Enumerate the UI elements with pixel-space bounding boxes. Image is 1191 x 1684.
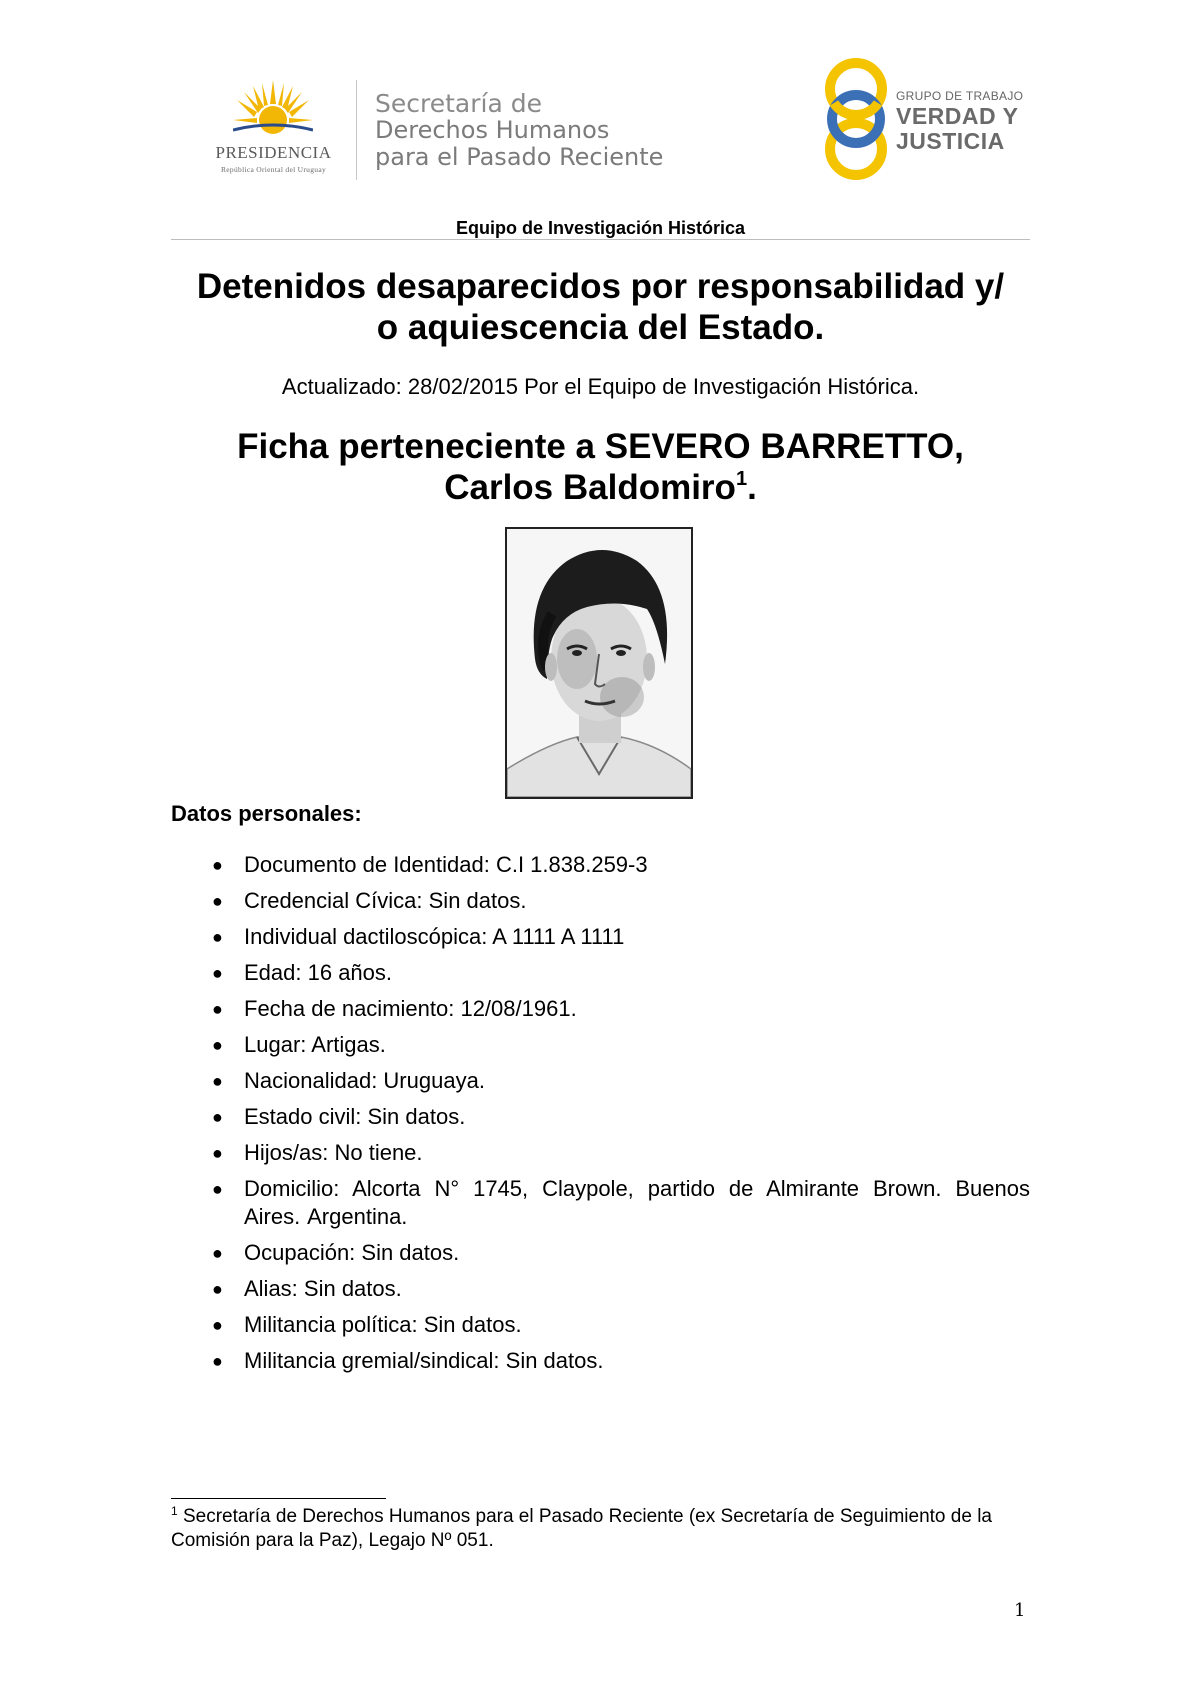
list-item	[171, 995, 1030, 1023]
verdad-label: VERDAD Y	[896, 103, 1019, 129]
presidencia-name: PRESIDENCIA	[215, 143, 332, 162]
secretaria-line-2: Derechos Humanos	[375, 116, 610, 144]
personal-data-nationality: Nacionalidad: Uruguaya.	[244, 1068, 485, 1093]
list-item	[171, 1031, 1030, 1059]
list-item	[171, 1239, 1030, 1267]
bullet-icon: ●	[212, 963, 223, 983]
list-item	[171, 1175, 1030, 1231]
secretaria-line-3: para el Pasado Reciente	[375, 143, 664, 171]
list-item	[171, 887, 1030, 915]
personal-data-civic-credential: Credencial Cívica: Sin datos.	[244, 888, 527, 913]
footnote-separator	[171, 1498, 386, 1499]
interlocked-rings-icon	[824, 56, 894, 182]
bullet-icon: ●	[212, 1071, 223, 1091]
bullet-icon: ●	[212, 1179, 223, 1199]
list-item	[171, 1347, 1030, 1375]
justicia-label: JUSTICIA	[896, 128, 1005, 154]
personal-data-address: Domicilio: Alcorta N° 1745, Claypole, partido de Almirante Brown. Buenos Aires. Argentina.	[244, 1176, 1030, 1229]
bullet-icon: ●	[212, 1315, 223, 1335]
bullet-icon: ●	[212, 891, 223, 911]
list-item	[171, 959, 1030, 987]
bullet-icon: ●	[212, 927, 223, 947]
portrait-photo	[505, 527, 693, 799]
presidencia-subtitle: República Oriental del Uruguay	[220, 165, 326, 174]
ficha-title-line-2	[171, 467, 1030, 508]
header-divider	[356, 80, 357, 180]
footnote-reference[interactable]: 1	[735, 468, 748, 490]
bullet-icon: ●	[212, 1243, 223, 1263]
personal-data-occupation: Ocupación: Sin datos.	[244, 1240, 460, 1265]
bullet-icon: ●	[212, 1143, 223, 1163]
secretaria-logo-text	[375, 90, 715, 171]
bullet-icon: ●	[212, 855, 223, 875]
bullet-icon: ●	[212, 1351, 223, 1371]
footnote-mark: 1	[171, 1504, 178, 1518]
grupo-trabajo-logo	[824, 56, 1024, 182]
list-item	[171, 1103, 1030, 1131]
personal-data-children: Hijos/as: No tiene.	[244, 1140, 423, 1165]
personal-data-heading: Datos personales:	[171, 801, 362, 826]
personal-data-list	[171, 851, 1030, 1383]
ficha-title-line-1: Ficha perteneciente a SEVERO BARRETTO,	[237, 427, 964, 466]
list-item	[171, 851, 1030, 879]
portrait-image	[507, 529, 691, 797]
sun-emblem-icon	[233, 80, 313, 136]
bullet-icon: ●	[212, 1035, 223, 1055]
ficha-title-period: .	[747, 468, 757, 507]
footnote	[171, 1505, 1030, 1553]
grupo-trabajo-label: GRUPO DE TRABAJO	[896, 89, 1024, 103]
document-title-line-2: o aquiescencia del Estado.	[376, 308, 825, 347]
ficha-title	[171, 426, 1030, 508]
personal-data-age: Edad: 16 años.	[244, 960, 393, 985]
personal-data-identity-document: Documento de Identidad: C.I 1.838.259-3	[244, 852, 648, 877]
bullet-icon: ●	[212, 1279, 223, 1299]
personal-data-alias: Alias: Sin datos.	[244, 1276, 402, 1301]
personal-data-fingerprint: Individual dactiloscópica: A 1111 A 1111	[244, 924, 625, 949]
list-item	[171, 1311, 1030, 1339]
personal-data-birthplace: Lugar: Artigas.	[244, 1032, 386, 1057]
personal-data-marital-status: Estado civil: Sin datos.	[244, 1104, 466, 1129]
bullet-icon: ●	[212, 1107, 223, 1127]
secretaria-line-1: Secretaría de	[375, 89, 542, 118]
page-number: 1	[1014, 1600, 1026, 1621]
document-title	[171, 266, 1030, 348]
document-title-line-1: Detenidos desaparecidos por responsabilidad y/	[196, 267, 1005, 306]
ficha-person-name: Carlos Baldomiro	[444, 468, 736, 507]
bullet-icon: ●	[212, 999, 223, 1019]
updated-note: Actualizado: 28/02/2015 Por el Equipo de Investigación Histórica.	[281, 374, 920, 399]
presidencia-logo	[196, 80, 351, 180]
team-heading: Equipo de Investigación Histórica	[455, 218, 746, 238]
header-rule	[171, 239, 1030, 240]
list-item	[171, 923, 1030, 951]
list-item	[171, 1067, 1030, 1095]
personal-data-political-militancy: Militancia política: Sin datos.	[244, 1312, 522, 1337]
list-item	[171, 1275, 1030, 1303]
personal-data-birth-date: Fecha de nacimiento: 12/08/1961.	[244, 996, 577, 1021]
personal-data-union-militancy: Militancia gremial/sindical: Sin datos.	[244, 1348, 604, 1373]
list-item	[171, 1139, 1030, 1167]
footnote-text: Secretaría de Derechos Humanos para el Pasado Reciente (ex Secretaría de Seguimiento de la Comisión para la Paz), Legajo Nº 051.	[171, 1506, 992, 1551]
